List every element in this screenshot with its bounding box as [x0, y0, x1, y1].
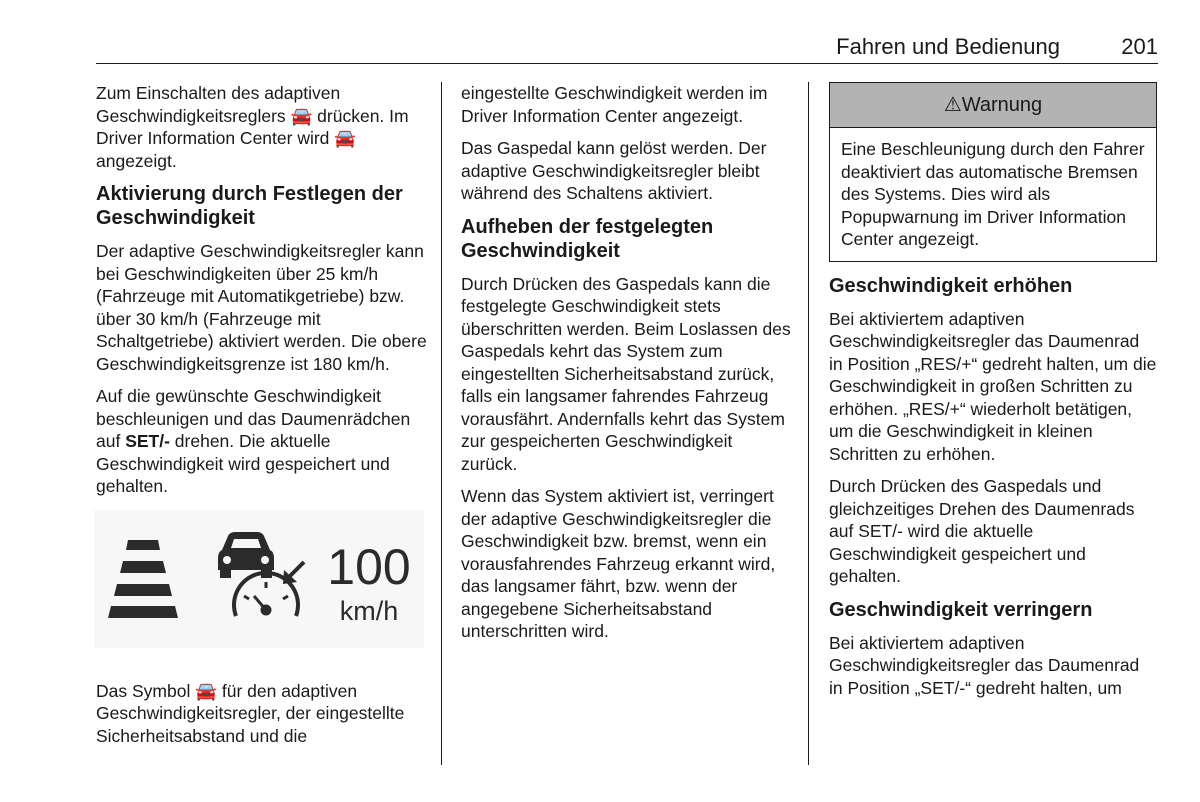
paragraph-set-speed-text-b: drehen. Die aktuelle Geschwindigkeit wird gespeichert und gehalten. [96, 431, 390, 496]
paragraph-release-pedal: Das Gaspedal kann gelöst werden. Der adaptive Geschwindigkeitsregler bleibt während des Schaltens aktiviert. [461, 138, 767, 203]
cruise-display-illustration [94, 510, 424, 648]
heading-activation: Aktivierung durch Festlegen der Geschwindigkeit [96, 183, 403, 229]
warning-title: Warnung [961, 94, 1043, 116]
set-speed-value: 100 [327, 538, 411, 595]
paragraph-set-speed [96, 385, 428, 498]
column-divider-left [441, 82, 442, 765]
set-speed-arrow-icon [283, 562, 304, 584]
cruise-display-figure [94, 510, 424, 648]
paragraph-set-speed-text-a: Auf die gewünschte Geschwindigkeit beschleunigen und das Daumenrädchen auf [96, 386, 411, 451]
header-rule [96, 63, 1158, 64]
column-right [829, 82, 1157, 709]
paragraph-switch-on: Zum Einschalten des adaptiven Geschwindigkeitsreglers 🚘 drücken. Im Driver Information Center wird 🚘 angezeigt. [96, 83, 409, 171]
paragraph-decrease-speed: Bei aktiviertem adaptiven Geschwindigkeitsregler das Daumenrad in Position „SET/-“ gedreht halten, um [829, 632, 1140, 698]
warning-header [830, 83, 1156, 128]
warning-box [829, 82, 1157, 262]
set-speed-unit: km/h [339, 595, 399, 626]
heading-override: Aufheben der festgelegten Geschwindigkeit [461, 215, 714, 262]
column-middle [461, 82, 791, 653]
heading-increase-speed: Geschwindigkeit erhöhen [829, 274, 1073, 297]
paragraph-activation-speeds: Der adaptive Geschwindigkeitsregler kann bei Geschwindigkeiten über 25 km/h (Fahrzeuge mit Automatikgetriebe) bzw. über 30 km/h (Fahrzeuge mit Schaltgetriebe) aktiviert werden. Die obere Geschwindigkeitsgrenze ist 180 km/h. [96, 241, 427, 374]
following-distance-bars-icon [108, 540, 178, 618]
heading-decrease-speed: Geschwindigkeit verringern [829, 598, 1093, 621]
paragraph-override: Durch Drücken des Gaspedals kann die festgelegte Geschwindigkeit stets überschritten werden. Beim Loslassen des Gaspedals kehrt das System zum eingestellten Sicherheitsabstand zurück, falls ein langsamer fahrendes Fahrzeug vorausfährt. Andernfalls kehrt das System zur gespeicherten Geschwindigkeit zurück. [461, 273, 791, 474]
paragraph-symbol: Das Symbol 🚘 für den adaptiven Geschwindigkeitsregler, der eingestellte Sicherheitsabstand und die [96, 680, 405, 746]
column-left [96, 82, 428, 757]
paragraph-display-info: eingestellte Geschwindigkeit werden im Driver Information Center angezeigt. [461, 83, 768, 126]
warning-body [830, 128, 1156, 261]
running-header-title: Fahren und Bedienung [836, 34, 1060, 59]
paragraph-increase-speed: Bei aktiviertem adaptiven Geschwindigkeitsregler das Daumenrad in Position „RES/+“ gedreht halten, um die Geschwindigkeit in großen Schritten zu erhöhen. „RES/+“ wiederholt betätigen, um die Geschwindigkeit in kleinen Schritten zu erhöhen. [829, 308, 1157, 464]
warning-text: Eine Beschleunigung durch den Fahrer deaktiviert das automatische Bremsen des Systems. Dies wird als Popupwarnung im Driver Information Center angezeigt. [841, 139, 1145, 249]
page-number: 201 [1121, 34, 1158, 59]
warning-triangle-icon: ⚠ [943, 94, 962, 116]
paragraph-pedal-set: Durch Drücken des Gaspedals und gleichzeitiges Drehen des Daumenrads auf SET/- wird die aktuelle Geschwindigkeit gespeichert und gehalten. [829, 476, 1135, 586]
paragraph-deceleration: Wenn das System aktiviert ist, verringert der adaptive Geschwindigkeitsregler die Geschwindigkeit bzw. bremst, wenn ein vorausfahrendes Fahrzeug erkannt wird, das langsamer fährt, bzw. wenn der angegebene Sicherheitsabstand unterschritten wird. [461, 486, 776, 641]
column-divider-right [808, 82, 809, 765]
set-minus-label: SET/- [125, 431, 170, 451]
